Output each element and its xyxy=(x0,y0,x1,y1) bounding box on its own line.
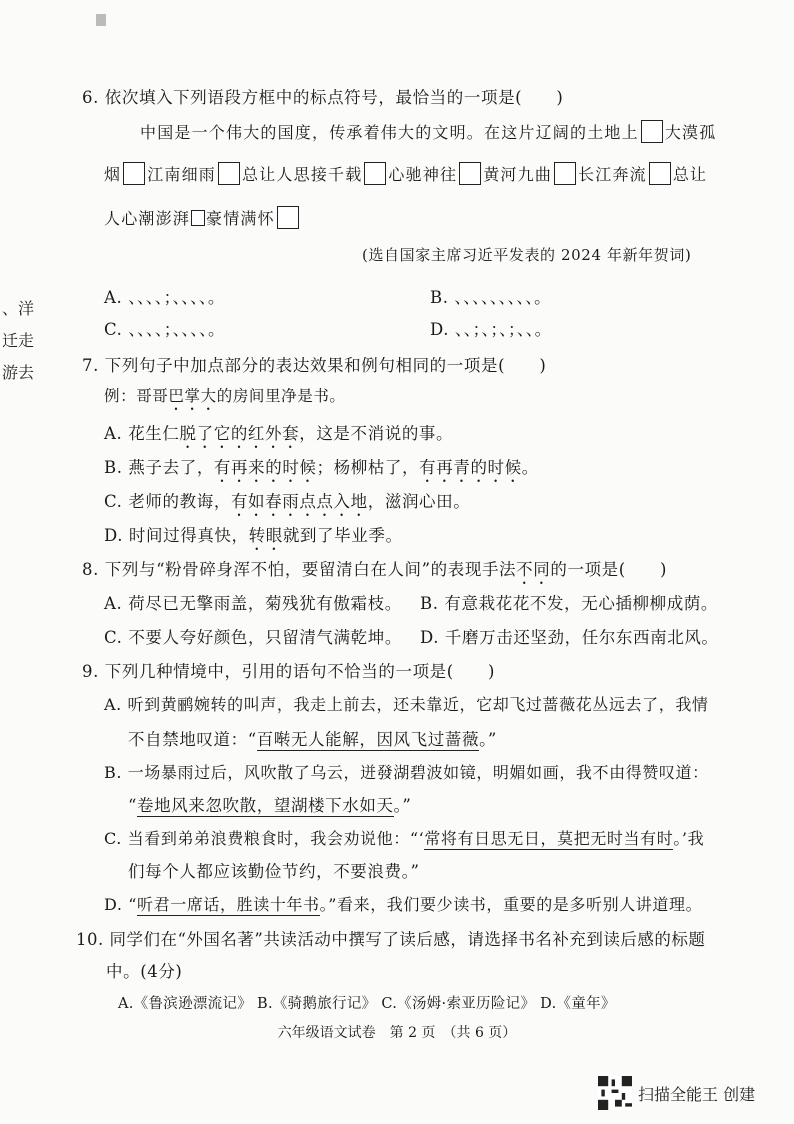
q6-passage-line1: 中国是一个伟大的国度，传承着伟大的文明。在这片辽阔的土地上 大漠孤 xyxy=(140,120,716,143)
q6-stem: 6. 依次填入下列语段方框中的标点符号，最恰当的一项是( ) xyxy=(82,88,564,107)
q10-stem-line1: 10. 同学们在“外国名著”共读活动中撰写了读后感，请选择书名补充到读后感的标题 xyxy=(76,930,706,949)
edge-text-3: 游去 xyxy=(2,363,35,382)
q7-option-c[interactable]: C. 老师的教诲，有如春雨点点入地，滋润心田。 xyxy=(104,492,471,511)
answer-box[interactable] xyxy=(218,162,240,185)
q6-option-a[interactable]: A. 、、、、；、、、、。 xyxy=(104,288,225,307)
answer-box[interactable] xyxy=(277,206,299,229)
q6-passage-line2: 烟 江南细雨 总让人思接千载 心驰神往 黄河九曲 长江奔流 总让 xyxy=(104,162,707,185)
answer-box[interactable] xyxy=(641,120,663,143)
q8-option-b[interactable]: B. 有意栽花花不发，无心插柳柳成荫。 xyxy=(420,594,719,613)
page-footer: 六年级语文试卷 第 2 页 （共 6 页） xyxy=(277,1025,517,1041)
answer-box[interactable] xyxy=(364,162,386,185)
q9-option-b-line2[interactable]: “卷地风来忽吹散，望湖楼下水如天。” xyxy=(128,796,412,815)
q7-example: 例：哥哥巴掌大的房间里净是书。 xyxy=(104,387,346,405)
q7-option-a[interactable]: A. 花生仁脱了它的红外套，这是不消说的事。 xyxy=(104,424,454,443)
q7-option-b[interactable]: B. 燕子去了，有再来的时候；杨柳枯了，有再青的时候。 xyxy=(104,458,539,477)
q10-stem-line2: 中。(4分) xyxy=(106,962,183,981)
edge-text-2: 迁走 xyxy=(2,331,35,350)
answer-box[interactable] xyxy=(191,210,205,226)
watermark-text: 扫描全能王 创建 xyxy=(638,1084,756,1104)
q9-option-b-line1[interactable]: B. 一场暴雨过后，风吹散了乌云，迸發湖碧波如镜，明媚如画，我不由得赞叹道： xyxy=(104,763,709,782)
qr-code-icon xyxy=(598,1076,632,1110)
answer-box[interactable] xyxy=(649,162,671,185)
scan-mark xyxy=(96,14,106,26)
q9-option-a-line1[interactable]: A. 听到黄鹂婉转的叫声，我走上前去，还未靠近，它却飞过蔷薇花丛远去了，我情 xyxy=(104,695,709,714)
q8-option-c[interactable]: C. 不要人夸好颜色，只留清气满乾坤。 xyxy=(104,628,402,647)
answer-box[interactable] xyxy=(123,162,145,185)
q9-option-c-line1[interactable]: C. 当看到弟弟浪费粮食时，我会劝说他：“‘常将有日思无日，莫把无时当有时。’我 xyxy=(104,829,705,848)
q7-option-d[interactable]: D. 时间过得真快，转眼就到了毕业季。 xyxy=(104,526,403,545)
q9-stem: 9. 下列几种情境中，引用的语句不恰当的一项是( ) xyxy=(82,662,496,681)
q8-stem: 8. 下列与“粉骨碎身浑不怕，要留清白在人间”的表现手法不同的一项是( ) xyxy=(82,560,668,579)
q8-option-d[interactable]: D. 千磨万击还坚劲，任尔东西南北风。 xyxy=(420,628,719,647)
q6-option-d[interactable]: D. 、、；、；、；、、。 xyxy=(430,320,552,339)
q8-option-a[interactable]: A. 荷尽已无擎雨盖，菊残犹有傲霜枝。 xyxy=(104,594,402,613)
q9-option-c-line2[interactable]: 们每个人都应该勤俭节约，不要浪费。” xyxy=(128,862,420,881)
answer-box[interactable] xyxy=(554,162,576,185)
q10-options: A.《鲁滨逊漂流记》 B.《骑鹅旅行记》 C.《汤姆·索亚历险记》 D.《童年》 xyxy=(118,996,616,1012)
q6-passage-line3: 人心潮澎湃 豪情满怀 xyxy=(104,206,301,229)
scanner-watermark xyxy=(598,1076,755,1110)
q9-option-a-line2[interactable]: 不自禁地叹道：“百啭无人能解，因风飞过蔷薇。” xyxy=(128,730,497,749)
q7-stem: 7. 下列句子中加点部分的表达效果和例句相同的一项是( ) xyxy=(82,356,547,375)
q6-option-c[interactable]: C. 、、、、；、、、、。 xyxy=(104,320,226,339)
answer-box[interactable] xyxy=(459,162,481,185)
edge-text-1: 、洋 xyxy=(2,299,35,318)
q6-source: (选自国家主席习近平发表的 2024 年新年贺词) xyxy=(362,246,692,264)
q9-option-d[interactable]: D. “听君一席话，胜读十年书。”看来，我们要少读书，重要的是多听别人讲道理。 xyxy=(104,895,703,914)
q6-option-b[interactable]: B. 、、、、、、、、、。 xyxy=(430,288,552,307)
